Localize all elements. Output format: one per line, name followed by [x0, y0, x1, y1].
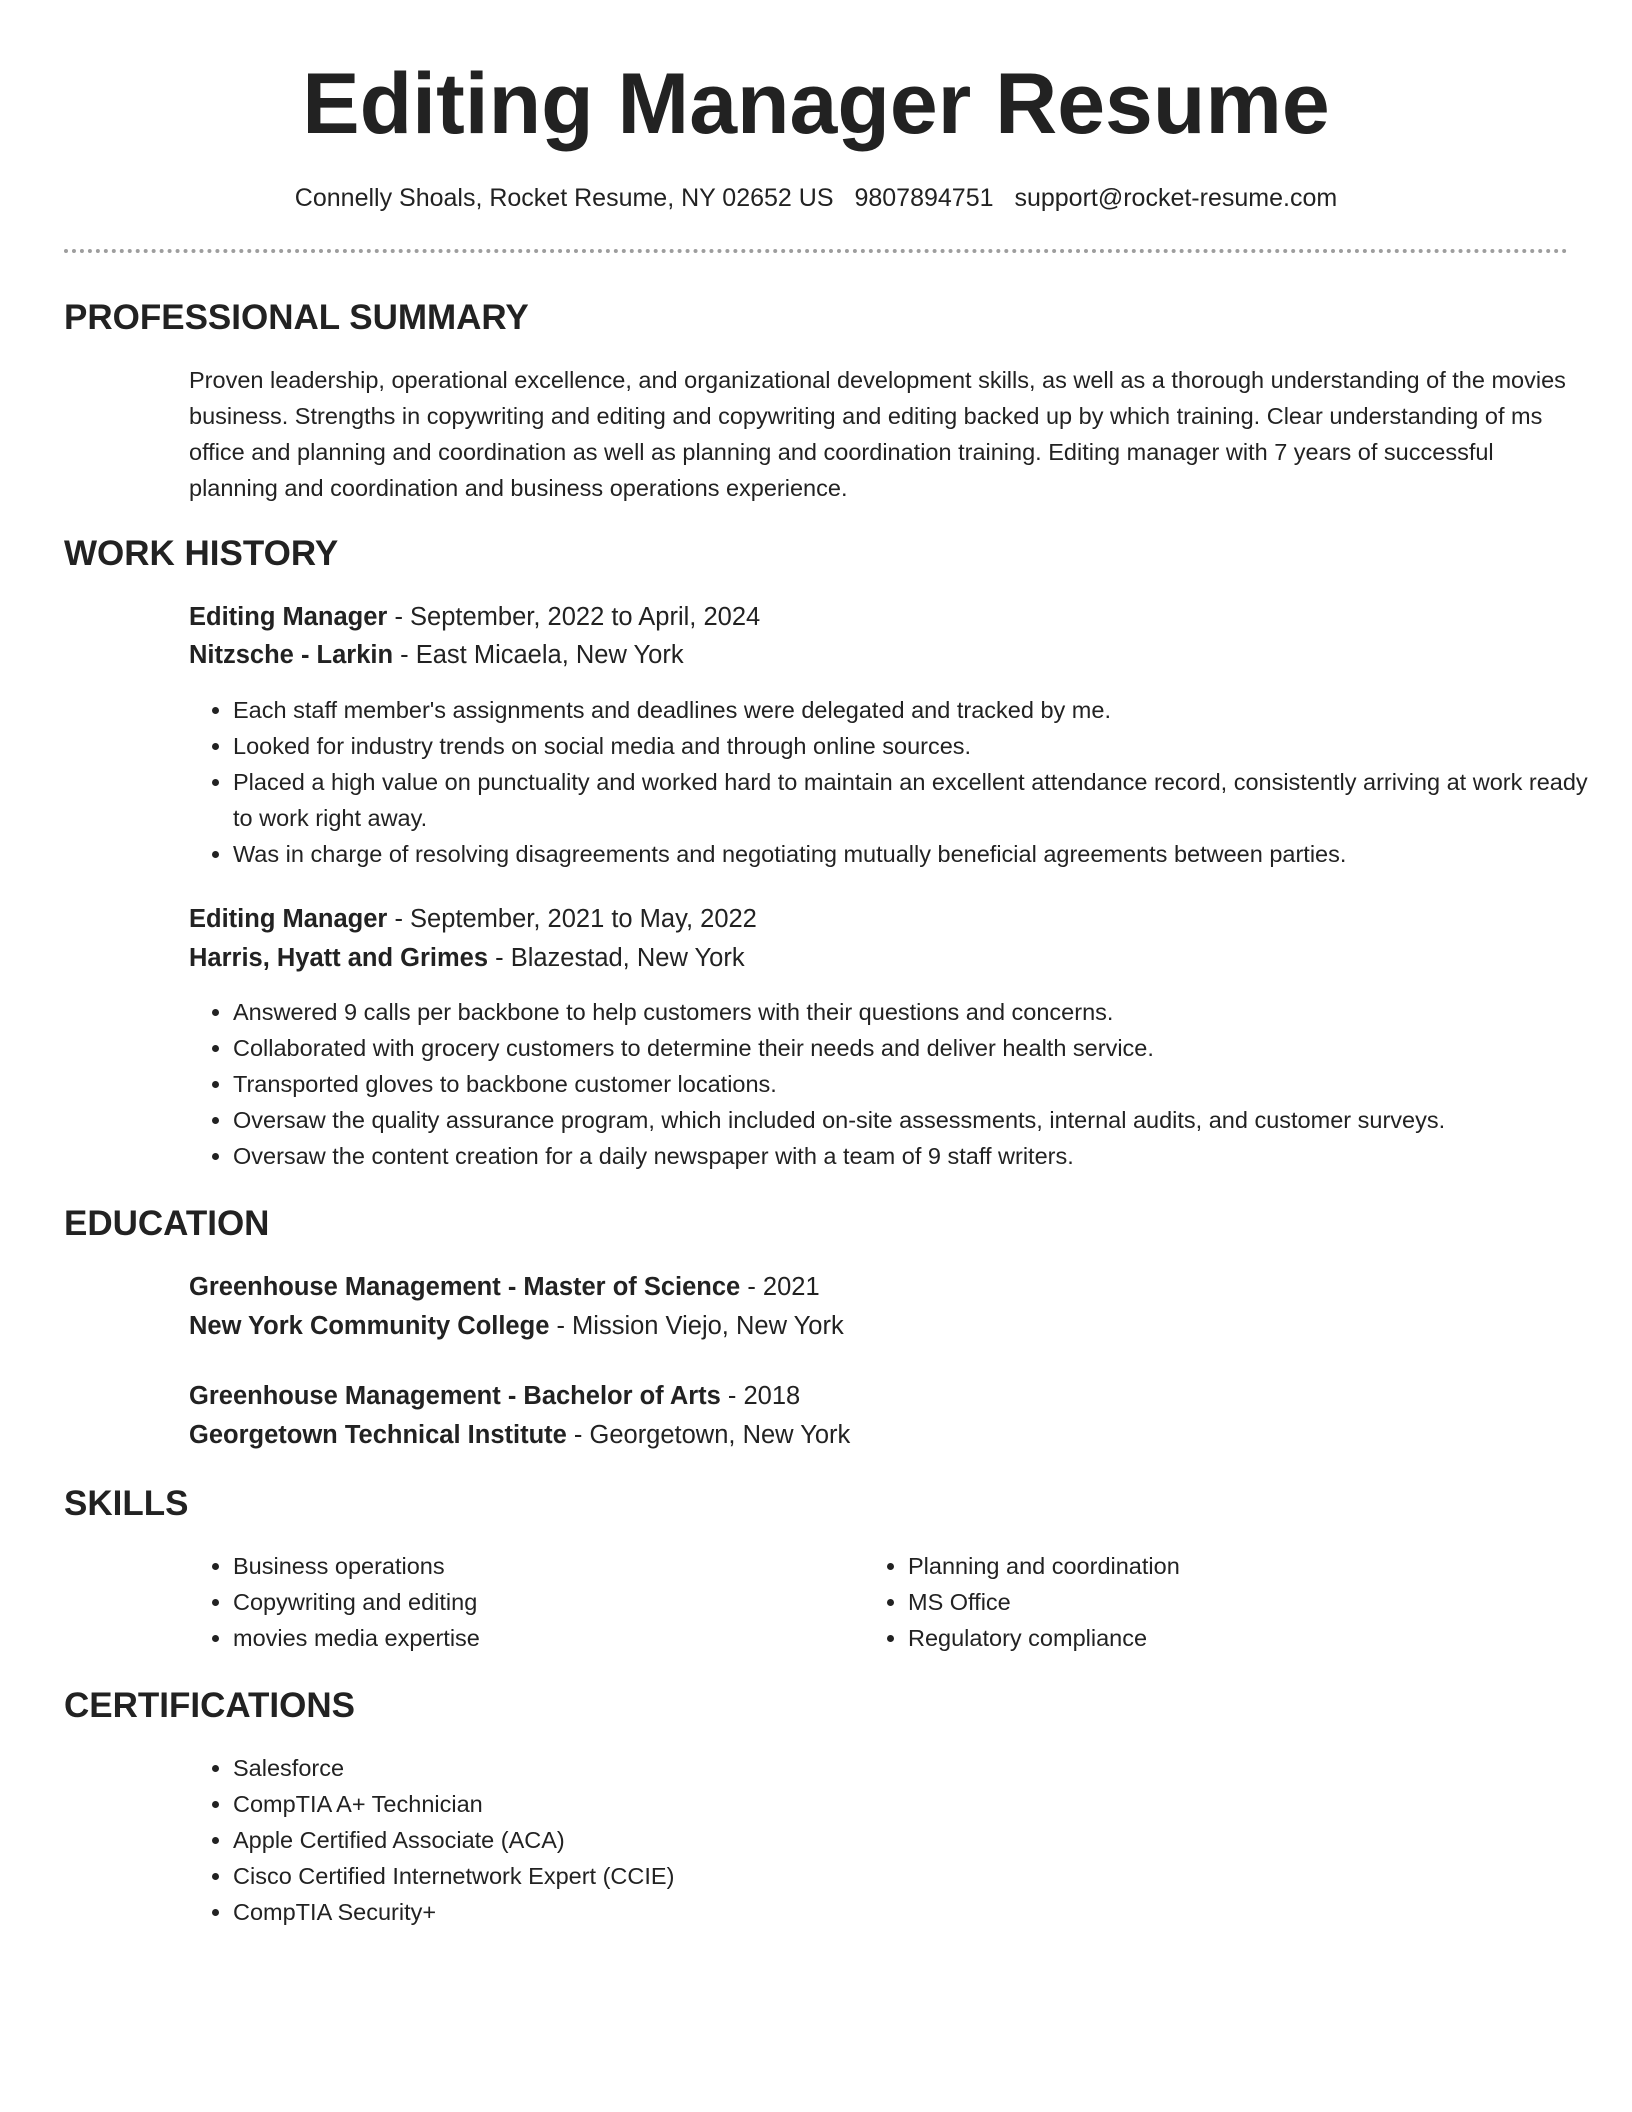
job-1-title-line: [189, 598, 760, 636]
header-divider: [64, 249, 1568, 253]
education-2-year: - 2018: [720, 1382, 801, 1410]
job-1-location: - East Micaela, New York: [393, 641, 684, 669]
contact-email: support@rocket-resume.com: [1014, 184, 1338, 212]
list-item: • MS Office: [908, 1584, 1508, 1620]
list-item: • Business operations: [233, 1548, 833, 1584]
list-item: • Regulatory compliance: [908, 1620, 1508, 1656]
skills-heading: SKILLS: [64, 1484, 189, 1523]
list-item: • Apple Certified Associate (ACA): [233, 1822, 1613, 1858]
job-1-company-line: [189, 636, 684, 674]
list-item: • Salesforce: [233, 1750, 1613, 1786]
job-2-location: - Blazestad, New York: [488, 944, 745, 972]
certifications-list: [189, 1750, 1613, 1930]
list-item: • Transported gloves to backbone customer locations.: [233, 1066, 1613, 1102]
job-2-company-line: [189, 939, 745, 977]
list-item: • Copywriting and editing: [233, 1584, 833, 1620]
list-item: • movies media expertise: [233, 1620, 833, 1656]
list-item: • Was in charge of resolving disagreements and negotiating mutually beneficial agreements between parties.: [233, 836, 1613, 872]
education-2-degree-line: [189, 1377, 800, 1415]
job-1-dates: - September, 2022 to April, 2024: [387, 603, 761, 631]
list-item: • Each staff member's assignments and deadlines were delegated and tracked by me.: [233, 692, 1613, 728]
list-item: • Collaborated with grocery customers to determine their needs and deliver health service.: [233, 1030, 1613, 1066]
list-item: • Planning and coordination: [908, 1548, 1508, 1584]
list-item: • Oversaw the content creation for a daily newspaper with a team of 9 staff writers.: [233, 1138, 1613, 1174]
list-item: • CompTIA Security+: [233, 1894, 1613, 1930]
contact-address: Connelly Shoals, Rocket Resume, NY 02652 US: [294, 184, 834, 212]
list-item: • Looked for industry trends on social media and through online sources.: [233, 728, 1613, 764]
job-1-bullets: [189, 692, 1613, 872]
job-2-title-line: [189, 900, 757, 938]
list-item: • CompTIA A+ Technician: [233, 1786, 1613, 1822]
job-2-title: Editing Manager: [189, 905, 388, 933]
education-heading: EDUCATION: [64, 1204, 270, 1243]
education-1-school: New York Community College: [189, 1312, 550, 1340]
education-1-year: - 2021: [740, 1273, 820, 1301]
skills-right-list: [864, 1548, 1508, 1656]
job-1-title: Editing Manager: [189, 603, 388, 631]
list-item: • Cisco Certified Internetwork Expert (CCIE): [233, 1858, 1613, 1894]
skills-left-list: [189, 1548, 833, 1656]
education-1-degree-line: [189, 1268, 820, 1306]
list-item: • Oversaw the quality assurance program, which included on-site assessments, internal audits, and customer surveys.: [233, 1102, 1613, 1138]
contact-phone: 9807894751: [854, 184, 994, 212]
education-2-school: Georgetown Technical Institute: [189, 1421, 567, 1449]
certifications-heading: CERTIFICATIONS: [64, 1686, 356, 1725]
job-2-company: Harris, Hyatt and Grimes: [189, 944, 489, 972]
resume-title: Editing Manager Resume: [302, 56, 1330, 152]
education-2-school-line: [189, 1416, 850, 1454]
job-1-company: Nitzsche - Larkin: [189, 641, 394, 669]
education-1-degree: Greenhouse Management - Master of Science: [189, 1273, 741, 1301]
list-item: • Placed a high value on punctuality and worked hard to maintain an excellent attendance record, consistently arriving at work ready to work right away.: [233, 764, 1613, 836]
list-item: • Answered 9 calls per backbone to help customers with their questions and concerns.: [233, 994, 1613, 1030]
contact-line: [0, 178, 1632, 218]
job-2-dates: - September, 2021 to May, 2022: [387, 905, 757, 933]
education-1-location: - Mission Viejo, New York: [549, 1312, 844, 1340]
summary-heading: PROFESSIONAL SUMMARY: [64, 298, 529, 337]
job-2-bullets: [189, 994, 1613, 1174]
summary-text: Proven leadership, operational excellence, and organizational development skills, as well as a thorough understanding of the movies business. Strengths in copywriting and editing and copywriting and editing backed up by which training. Clear understanding of ms office and planning and coordination as well as planning and coordination training. Editing manager with 7 years of successful planning and coordination and business operations experience.: [189, 367, 1566, 501]
education-2-location: - Georgetown, New York: [566, 1421, 851, 1449]
education-2-degree: Greenhouse Management - Bachelor of Arts: [189, 1382, 721, 1410]
work-history-heading: WORK HISTORY: [64, 534, 339, 573]
education-1-school-line: [189, 1307, 844, 1345]
